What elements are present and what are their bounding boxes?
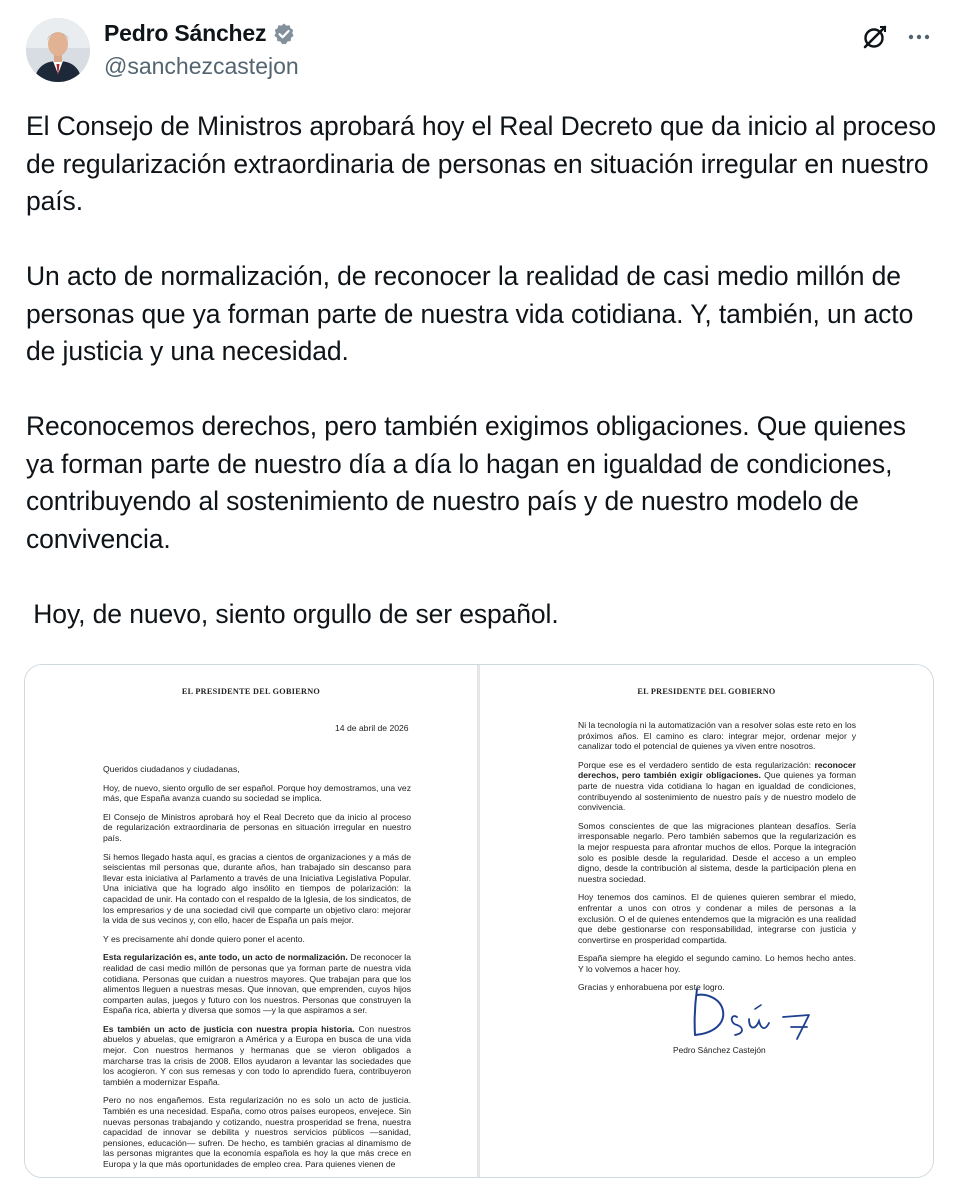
letter-paragraph: Hoy tenemos dos caminos. El de quienes quieren sembrar el miedo, enfrentar a unos con otros y condenar a miles de personas a la exclusión. O el de quienes entendemos que la migración es una realidad que debe gestionarse con responsabilidad, integrarse con justicia y convertirse en prosperidad compartida. [578,892,856,945]
letter-bold-phrase: Esta regularización es, ante todo, un acto de normalización. [103,952,348,963]
letter-paragraph: Somos conscientes de que las migraciones plantean desafíos. Sería irresponsable negarlo. Pero también sabemos que la regularización es la mejor respuesta para afrontar muchos de ellos. Porque la integración solo es posible desde la regularidad. Desde el acceso a un empleo digno, desde la contribución al sistema, desde la participación plena en nuestra sociedad. [578,820,856,884]
letter-paragraph [578,760,856,813]
signature-name: Pedro Sánchez Castejón [673,1045,766,1055]
author-display-name[interactable]: Pedro Sánchez [104,20,267,46]
letter-text: De reconocer la realidad de casi medio millón de personas que ya forman parte de nuestra vida cotidiana. Personas que cuidan a nuestros mayores. Que trabajan para que los alimentos lleguen a nuestras mesas. Que innovan, que emprenden, cuyos hijos comparten aulas, juegos y futuro con los nuestros. Personas que construyen la España rica, abierta y diversa que somos —y la que aspiramos a ser. [103,952,411,1016]
letter-bold-phrase: reconocer derechos, pero también exigir obligaciones. [578,759,856,781]
attached-letter-image[interactable] [24,664,934,1178]
letter-body-right [578,720,856,1001]
tweet-paragraph: Reconocemos derechos, pero también exigimos obligaciones. Que quienes ya forman parte de nuestro día a día lo hagan en igualdad de condiciones, contribuyendo al sostenimiento de nuestro país y de nuestro modelo de convivencia. [26,411,914,554]
letter-heading: EL PRESIDENTE DEL GOBIERNO [637,687,776,696]
tweet-text [26,108,944,633]
letter-heading: EL PRESIDENTE DEL GOBIERNO [181,687,321,696]
avatar-portrait-icon [26,18,90,82]
letter-paragraph: El Consejo de Ministros aprobará hoy el Real Decreto que da inicio al proceso de regularización extraordinaria de personas en situación irregular en nuestro país. [103,811,411,843]
tweet-header [0,0,960,100]
tweet-paragraph: Un acto de normalización, de reconocer la realidad de casi medio millón de personas que ya forman parte de nuestra vida cotidiana. Y, también, un acto de justicia y una necesidad. [26,261,921,366]
letter-body-left [103,764,411,1178]
letter-paragraph: Hoy, de nuevo, siento orgullo de ser español. Porque hoy demostramos, una vez más, que España avanza cuando su sociedad se implica. [103,782,411,804]
more-options-button[interactable] [902,20,936,54]
letter-salutation: Queridos ciudadanos y ciudadanas, [103,764,240,774]
handwritten-signature [685,983,845,1045]
letter-text: Con nuestros abuelos y abuelas, que emigraron a América y a Europa en busca de una vida mejor. Con nuestros hermanos y hermanas que se vieron obligados a marcharse tras la crisis de 2008. Ellos ayudaron a levantar las sociedades que los acogieron. Y con sus remesas y con todo lo aprendido fuera, contribuyeron también a modernizar España. [103,1023,411,1087]
letter-paragraph [103,952,411,1016]
letter-paragraph: Gracias y enhorabuena por este logro. [578,982,725,993]
verified-badge-icon [272,22,296,46]
letter-text: Porque ese es el verdadero sentido de esta regularización: [578,759,815,770]
author-handle[interactable]: @sanchezcastejon [104,53,299,79]
more-options-icon [902,20,936,54]
letter-page-left [25,665,477,1177]
grok-button[interactable] [858,20,892,54]
letter-page-right [480,665,933,1177]
letter-paragraph: Si hemos llegado hasta aquí, es gracias a cientos de organizaciones y a más de seiscientas mil personas que, durante años, han trabajado sin descanso para llevar esta iniciativa al Parlamento a través de una Iniciativa Legislativa Popular. Una iniciativa que ha logrado algo insólito en tiempos de polarización: la capacidad de unir. Ha contado con el respaldo de la Iglesia, de los sindicatos, de los empresarios y de una sociedad civil que comparte un objetivo claro: mejorar la vida de sus vecinos y, con ello, hacer de España un país mejor. [103,851,411,926]
letter-paragraph: España siempre ha elegido el segundo camino. Lo hemos hecho antes. Y lo volvemos a hacer hoy. [578,953,856,974]
grok-icon [858,20,892,54]
letter-paragraph: Pero no nos engañemos. Esta regularización no es solo un acto de justicia. También es una necesidad. España, como otros países europeos, envejece. Sin nuevas personas trabajando y cotizando, nuestra prosperidad se frena, nuestra capacidad de innovar se debilita y nuestros servicios públicos —sanidad, pensiones, educación— sufren. De hecho, es también gracias al dinamismo de las personas migrantes que la economía española es hoy la que más crece en Europa y la que más oportunidades de empleo crea. Para quienes vienen de [103,1095,411,1169]
letter-text: Que quienes ya forman parte de nuestra vida cotidiana lo hagan en igualdad de condiciones, contribuyendo al sostenimiento de nuestro país y de nuestro modelo de convivencia. [578,770,856,813]
avatar[interactable] [26,18,90,82]
letter-paragraph: Y es precisamente ahí donde quiero poner el acento. [103,933,305,944]
letter-paragraph [103,1024,411,1088]
tweet-paragraph: Hoy, de nuevo, siento orgullo de ser español. [26,598,559,629]
tweet-paragraph: El Consejo de Ministros aprobará hoy el Real Decreto que da inicio al proceso de regularización extraordinaria de personas en situación irregular en nuestro país. [26,111,944,216]
author-name-row [104,20,296,47]
letter-bold-phrase: Es también un acto de justicia con nuestra propia historia. [103,1023,355,1034]
letter-paragraph: Ni la tecnología ni la automatización van a resolver solas este reto en los próximos años. El camino es claro: integrar mejor, ordenar mejor y canalizar todo el potencial de quienes ya viven entre nosotros. [578,720,856,752]
letter-date: 14 de abril de 2026 [335,723,409,733]
